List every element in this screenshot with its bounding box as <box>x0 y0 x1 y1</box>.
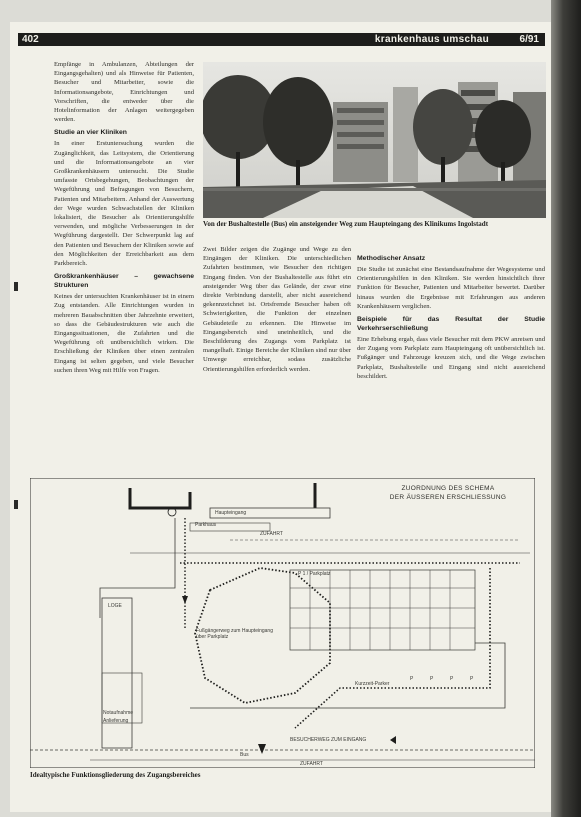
photo <box>203 62 546 218</box>
building-photo <box>203 62 546 218</box>
section-heading: Großkrankenhäuser – gewachsene Strukturen <box>54 273 194 290</box>
label-p: P <box>410 676 414 682</box>
section-heading: Studie an vier Kliniken <box>54 129 127 137</box>
diagram-title-line1: ZUORDNUNG DES SCHEMA <box>401 485 495 492</box>
margin-marker <box>14 282 18 291</box>
label-info-box: Fußgängerweg zum Haupteingang über Parkplatz <box>196 628 273 640</box>
label-haupteingang: Haupteingang <box>215 510 247 516</box>
section-text: Keines der untersuchten Krankenhäuser ist in einem Zug entstanden. Alle Einrichtungen wurden in mehreren Bauabschnitten über Jahrzehnte erweitert, so dass die Gebäudestrukturen wie auch die Eingangssituationen, die Zufahrten und die Wegeführung oft unübersichtlich wirken. Die Erschließung der Kliniken über einen zentralen Eingang ist selten gegeben, und viele Besucher suchen ihren Weg mit Hilfe von Fragen. <box>54 293 194 374</box>
label-parkplatz-p1: P 1 / Parkplatz <box>298 571 331 577</box>
label-notaufnahme: Notaufnahme <box>103 710 134 716</box>
label-p: P <box>470 676 474 682</box>
page-number: 402 <box>22 34 39 45</box>
photo-caption: Von der Bushaltestelle (Bus) ein ansteigender Weg zum Haupteingang des Klinikums Ingolstadt <box>203 220 489 228</box>
label-loge: LOGE <box>108 603 122 609</box>
label-anlieferung: Anlieferung <box>103 718 129 724</box>
section-heading: Beispiele für das Resultat der Studie Verkehrserschließung <box>357 316 545 333</box>
column-middle <box>203 245 351 467</box>
section-heading: Methodischer Ansatz <box>357 255 426 262</box>
section-text: Die Studie ist zunächst eine Bestandsaufnahme der Wegesysteme und Orientierungshilfen in den Kliniken. Sie werden hinsichtlich ihrer Funktion für Besucher, Patienten und Mitarbeiter bewertet. Darüber hinaus wurden die Ergebnisse mit Erfahrungen aus anderen Krankenhäusern verglichen. <box>357 266 545 310</box>
figure-caption: Idealtypische Funktionsgliederung des Zugangsbereiches <box>30 771 201 779</box>
site-plan-diagram <box>30 478 535 768</box>
issue-number: 6/91 <box>519 34 539 45</box>
label-parkhaus: Parkhaus <box>195 522 217 528</box>
label-zufahrt-top: ZUFAHRT <box>260 531 283 537</box>
label-p: P <box>450 676 454 682</box>
label-zufahrt-bottom: ZUFAHRT <box>300 761 323 767</box>
label-bus: Bus <box>240 752 249 758</box>
section-text: Eine Erhebung ergab, dass viele Besucher mit dem PKW anreisen und der Zugang vom Parkplatz zum Haupteingang oft unübersichtlich ist. Fußgänger und Fahrzeuge kreuzen sich, und die Wege zwischen Parkplatz, Bushaltestelle und Eingang sind nicht ausreichend beschildert. <box>357 336 545 380</box>
journal-title: krankenhaus umschau <box>374 34 489 45</box>
label-besucherweg: BESUCHERWEG ZUM EINGANG <box>290 737 367 743</box>
label-p: P <box>430 676 434 682</box>
intro-paragraph: Empfänge in Ambulanzen, Abteilungen der Eingangsgehalten) und als Hinweise für Patienten, Besucher und Mitarbeiter, sowie die Informationsangebote, Einrichtungen und Vorschriften, die entweder über die Hotelinformation der Anlagen weitergegeben werden. <box>54 61 194 124</box>
diagram-title-line2: DER ÄUSSEREN ERSCHLIESSUNG <box>389 494 507 501</box>
column-right <box>357 250 545 472</box>
book-binding-edge <box>551 0 581 817</box>
column-left <box>54 60 194 470</box>
page-header <box>18 33 545 46</box>
body-text: Zwei Bilder zeigen die Zugänge und Wege zu den Eingängen der Kliniken. Die unterschiedlichen Zufahrten bestimmen, wie Besucher den richtigen Eingang finden. Von der Bushaltestelle aus führt ein ansteigender Weg über das Gelände, der zwar eine direkte Verbindung darstellt, aber nicht ausreichend gekennzeichnet ist. Ortsfremde Besucher haben oft Schwierigkeiten, die Funktion der einzelnen Gebäudeteile zu erkennen. Die Hinweise im Eingangsbereich sind uneinheitlich, und die Beschilderung des Zugangs vom Parkplatz ist mangelhaft. Einige Bereiche der Kliniken sind nur über Umwege erreichbar, sodass zusätzliche Orientierungshilfen erforderlich werden. <box>203 246 351 373</box>
margin-marker <box>14 500 18 509</box>
section-text: In einer Erstuntersuchung wurden die Zugänglichkeit, das Leitsystem, die Orientierung und die Informationsangebote an vier Großkrankenhäusern untersucht. Die Studie umfasste Ortsbegehungen, Beobachtungen der Wegeführung und Befragungen von Besuchern, Patienten und Mitarbeitern. Anhand der Auswertung der Wege wurden Schwachstellen der Kliniken lokalisiert, die Besucher als Orientierungshilfe verwenden, und mögliche Verbesserungen in der Wegführung dargestellt. Der Schwerpunkt lag auf den Patienten und Besuchern der Kliniken sowie auf den Möglichkeiten der Erreichbarkeit aus dem Parkbereich. <box>54 140 194 268</box>
label-kurzzeitparker: Kurzzeit-Parker <box>355 681 390 687</box>
